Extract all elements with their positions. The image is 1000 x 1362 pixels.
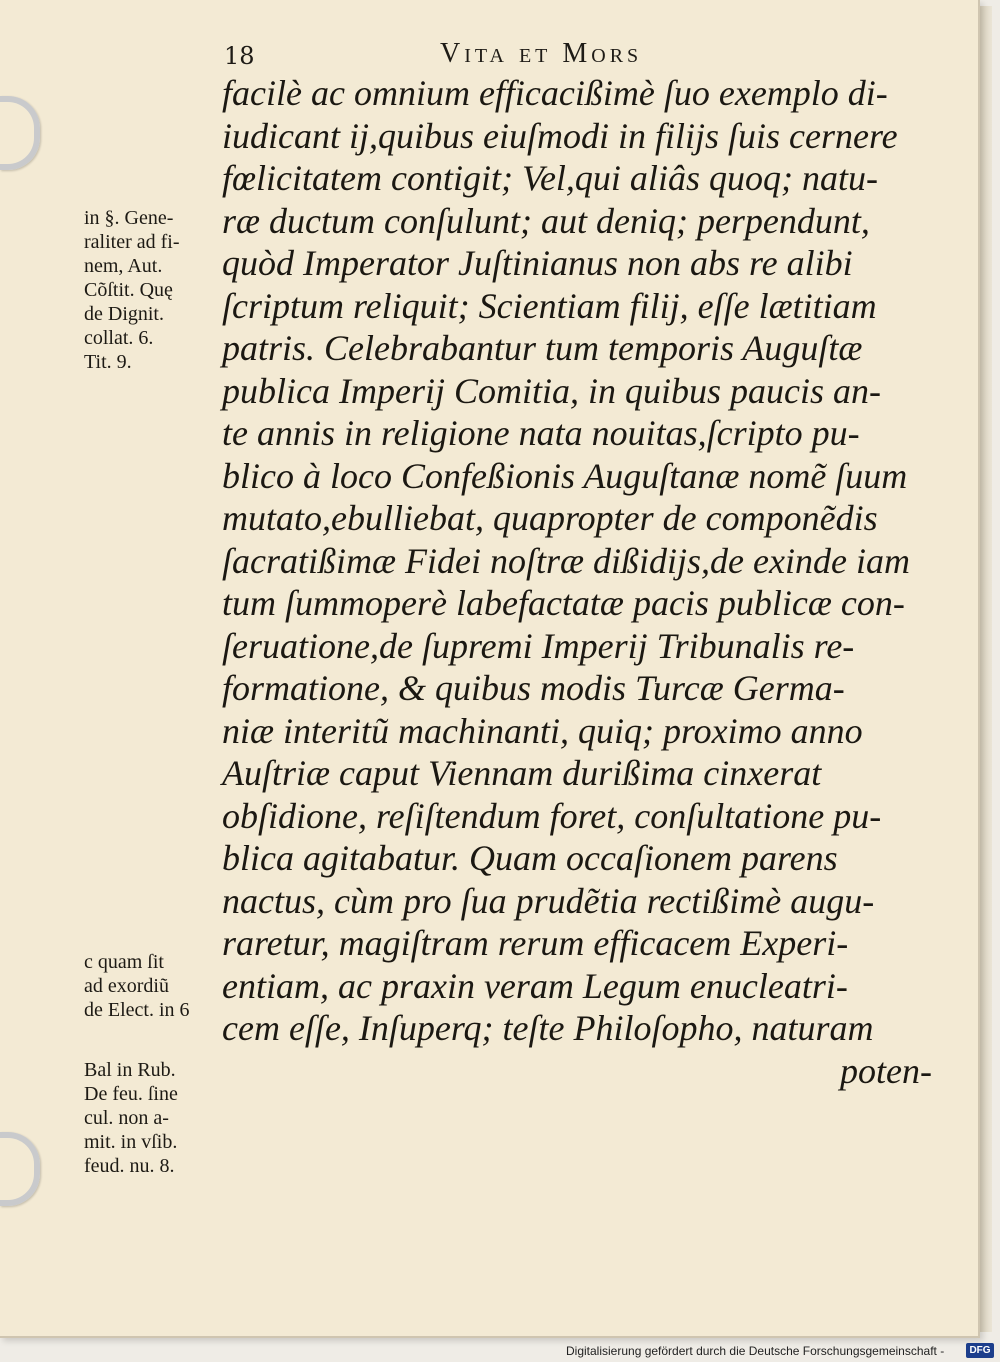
text-line: ræ ductum conſulunt; aut deniq; perpendunt, bbox=[222, 200, 870, 241]
running-head bbox=[222, 32, 938, 74]
text-line: publica Imperij Comitia, in quibus paucis an- bbox=[222, 370, 881, 411]
text-line: niæ interitũ machinanti, quiq; proximo anno bbox=[222, 710, 863, 751]
marginal-line: c quam ſit bbox=[84, 951, 164, 973]
text-line: tum ſummoperè labefactatæ pacis publicæ con- bbox=[222, 583, 905, 623]
text-line: entiam, ac praxin veram Legum enucleatri- bbox=[222, 965, 848, 1006]
running-title: Vita et Mors bbox=[440, 38, 643, 69]
marginal-line: feud. nu. 8. bbox=[84, 1155, 175, 1177]
marginal-line: De feu. ſine bbox=[84, 1083, 178, 1105]
text-line: obſidione, reſiſtendum foret, conſultatione pu- bbox=[222, 795, 882, 836]
marginal-note bbox=[84, 1058, 224, 1178]
binder-clip-bottom bbox=[0, 1132, 40, 1206]
text-line: iudicant ij,quibus eiuſmodi in filijs ſuis cernere bbox=[222, 115, 898, 156]
text-line: Auſtriæ caput Viennam durißima cinxerat bbox=[222, 753, 822, 793]
marginal-line: Tit. 9. bbox=[84, 351, 132, 373]
digitization-credit: Digitalisierung gefördert durch die Deutsche Forschungsgemeinschaft - bbox=[566, 1344, 945, 1358]
marginal-line: collat. 6. bbox=[84, 327, 154, 349]
text-line: fœlicitatem contigit; Vel,qui aliâs quoq; natu- bbox=[222, 158, 878, 198]
page-edge bbox=[978, 6, 992, 1332]
text-line: facilè ac omnium efficacißimè ſuo exemplo di- bbox=[222, 73, 888, 113]
text-line: blica agitabatur. Quam occaſionem parens bbox=[222, 838, 838, 878]
marginal-line: de Dignit. bbox=[84, 303, 164, 325]
text-line: te annis in religione nata nouitas,ſcripto pu- bbox=[222, 413, 860, 453]
text-line: quòd Imperator Juſtinianus non abs re alibi bbox=[222, 243, 853, 283]
text-line: raretur, magiſtram rerum efficacem Experi- bbox=[222, 923, 849, 963]
text-line: nactus, cùm pro ſua prudẽtia rectißimè augu- bbox=[222, 880, 875, 921]
text-line: patris. Celebrabantur tum temporis Auguſtæ bbox=[222, 328, 863, 368]
text-line: ſcriptum reliquit; Scientiam filij, eſſe lætitiam bbox=[222, 285, 877, 326]
binder-clip-top bbox=[0, 96, 40, 170]
marginal-line: in §. Gene- bbox=[84, 207, 174, 229]
text-line: mutato,ebulliebat, quapropter de componẽdis bbox=[222, 498, 878, 538]
marginal-line: nem, Aut. bbox=[84, 255, 163, 277]
marginal-note bbox=[84, 950, 224, 1022]
text-line: ſeruatione,de ſupremi Imperij Tribunalis re- bbox=[222, 625, 855, 666]
marginal-line: Bal in Rub. bbox=[84, 1059, 176, 1081]
marginal-line: cul. non a- bbox=[84, 1107, 169, 1129]
page-number: 18 bbox=[224, 42, 255, 70]
text-line: blico à loco Confeßionis Auguſtanæ nomẽ ſuum bbox=[222, 455, 908, 496]
marginal-line: Cõſtit. Quę bbox=[84, 279, 173, 301]
marginal-line: de Elect. in 6 bbox=[84, 999, 190, 1021]
dfg-logo: DFG bbox=[966, 1343, 994, 1358]
text-line: cem eſſe, Inſuperq; teſte Philoſopho, naturam bbox=[222, 1008, 874, 1048]
catchword: poten- bbox=[840, 1050, 932, 1091]
marginal-note bbox=[84, 206, 224, 374]
marginal-line: mit. in vſib. bbox=[84, 1131, 178, 1153]
text-line: ſacratißimæ Fidei noſtræ dißidijs,de exinde iam bbox=[222, 540, 910, 581]
marginal-line: ad exordiũ bbox=[84, 975, 169, 997]
body-text bbox=[222, 72, 938, 1092]
text-line: formatione, & quibus modis Turcæ Germa- bbox=[222, 668, 845, 708]
marginal-line: raliter ad fi- bbox=[84, 231, 180, 253]
